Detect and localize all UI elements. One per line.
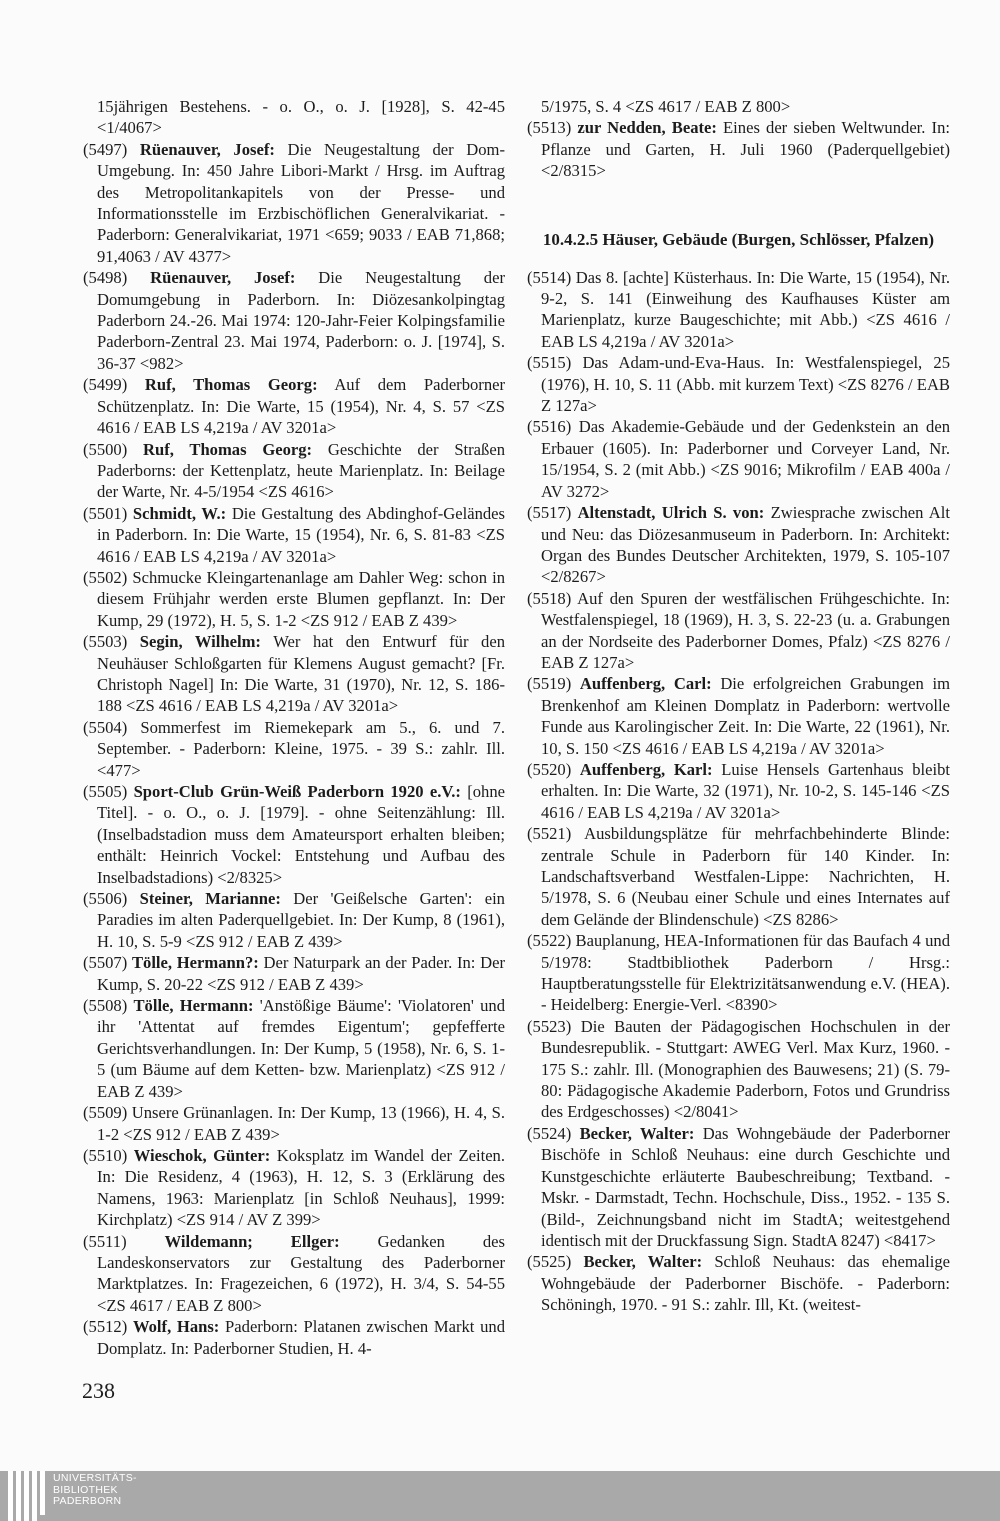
entry-text: Die Gestaltung des Abdinghof-Geländes in Paderborn. In: Die Warte, 15 (1954), Nr. 6, S. 81-83 <ZS 4616 / EAB LS 4,219a / AV 3201a> [97,503,505,566]
entry-author: Tölle, Hermann: [133,996,254,1016]
entry-author: Auffenberg, Karl: [579,759,713,779]
bibliography-entry [527,823,950,930]
entry-number: (5510) [83,1145,128,1165]
bibliography-entry [527,1016,950,1123]
right-column-entries [527,267,950,1316]
entry-text: Geschichte der Straßen Paderborns: der Kettenplatz, heute Marienplatz. In: Beilage der Warte, Nr. 4-5/1954 <ZS 4616> [97,439,506,502]
entry-text: Die Neugestaltung der Domumgebung in Paderborn. In: Diözesankolpingtag Paderborn 24.-26. Mai 1974: 120-Jahr-Feier Kolpingsfamilie Paderborn-Zentral 23. Mai 1974, Paderborn: o. J. [1974], S. 36-37 <982> [97,268,505,373]
entry-number: (5500) [83,439,128,459]
library-logo-icon [6,1471,46,1521]
bibliography-entry [527,1123,950,1251]
entry-text: Schloß Neuhaus: das ehemalige Wohngebäude der Paderborner Bischöfe. - Paderborn: Schöningh, 1970. - 91 S.: zahlr. Ill, Kt. (weitest- [541,1252,950,1315]
logo-line: PADERBORN [53,1495,122,1507]
bibliography-entry [83,139,505,267]
entry-number: (5512) [83,1317,128,1337]
bibliography-entry [83,374,505,438]
entry-text: Auf den Spuren der westfälischen Frühgeschichte. In: Westfalenspiegel, 18 (1969), H. 3, S. 22-23 (u. a. Grabungen an der Nordseite des Paderborner Domes, Pfalz) <ZS 8276 / EAB Z 127a> [541,588,951,672]
entry-number: (5501) [83,503,128,523]
entry-number: (5513) [527,118,572,138]
entry-number: (5511) [83,1231,127,1251]
entry-number: (5508) [83,996,128,1016]
bibliography-entry [83,952,505,995]
entry-text: 'Anstößige Bäume': 'Violatoren' und ihr 'Attentat auf fremdes Eigentum'; gepfefferte Gerichtsverhandlungen. In: Der Kump, 5 (1958), Nr. 6, S. 1-5 (um Bäume auf dem Ketten- bzw. Marienplatz) <ZS 912 / EAB Z 439> [97,996,505,1101]
entry-author: Steiner, Marianne: [139,889,281,909]
entry-text: Das 8. [achte] Küsterhaus. In: Die Warte, 15 (1954), Nr. 9-2, S. 141 (Einweihung des Kaufhauses Küster am Marienplatz, kurze Baugeschichte; mit Abb.) <ZS 4616 / EAB LS 4,219a / AV 3201a> [541,267,950,351]
page-number: 238 [82,1378,115,1403]
entry-text: Die Neugestaltung der Dom-Umgebung. In: 450 Jahre Libori-Markt / Hrsg. im Auftrag des Metropolitankapitels von der Presse- und Informationsstelle im Erzbischöflichen Generalvikariat. - Paderborn: Generalvikariat, 1971 <659; 9033 / EAB 71,868; 91,4063 / AV 4377> [97,139,505,266]
entry-number: (5502) [83,567,128,587]
entry-number: (5523) [527,1016,572,1036]
right-column-top [527,96,950,182]
entry-text: Die erfolgreichen Grabungen im Brenkenhof am Kleinen Domplatz in Paderborn: wertvolle Funde aus Karolingischer Zeit. In: Die Warte, 22 (1961), Nr. 10, S. 150 <ZS 4616 / EAB LS 4,219a / AV 3201a> [541,674,950,758]
entry-text: Das Adam-und-Eva-Haus. In: Westfalenspiegel, 25 (1976), H. 10, S. 11 (Abb. mit kurzem Text) <ZS 8276 / EAB Z 127a> [541,353,950,416]
right-column [527,96,950,1316]
bibliography-entry [83,439,505,503]
entry-author: Sport-Club Grün-Weiß Paderborn 1920 e.V.: [133,782,461,801]
entry-text: 5/1975, S. 4 <ZS 4617 / EAB Z 800> [541,97,791,116]
bibliography-entry [527,930,950,1016]
entry-text: Ausbildungsplätze für mehrfachbehinderte Blinde: zentrale Schule in Paderborn für 140 Kinder. In: Landschaftsverband Westfalen-Lippe: Nachrichten, H. 5/1978, S. 6 (Neubau einer Schule und eines Internates auf dem Gelände der Blindenschule) <ZS 8286> [541,824,951,929]
bibliography-entry [83,1231,505,1317]
entry-text: Zwiesprache zwischen Alt und Neu: das Diözesanmuseum in Paderborn. In: Architekt: Organ des Bundes Deutscher Architekten, 1979, S. 105-107 <2/8267> [541,503,951,587]
entry-author: Segin, Wilhelm: [139,632,261,652]
entry-author: Ruf, Thomas Georg: [144,375,318,395]
entry-number: (5514) [527,267,572,287]
entry-number: (5506) [83,889,128,909]
entry-number: (5516) [527,417,572,437]
entry-number: (5519) [527,674,572,694]
entry-author: Auffenberg, Carl: [579,674,712,694]
bibliography-entry [83,631,505,717]
entry-number: (5517) [527,503,572,523]
entry-author: Ruf, Thomas Georg: [143,439,313,459]
entry-text: Unsere Grünanlagen. In: Der Kump, 13 (1966), H. 4, S. 1-2 <ZS 912 / EAB Z 439> [97,1103,505,1144]
entry-text: [ohne Titel]. - o. O., o. J. [1979]. - ohne Seitenzählung: Ill. (Inselbadstadion muss dem Amateursport erhalten bleiben; enthält: Heinrich Vockel: Entstehung und Aufbau des Inselbadstadions) <2/8325> [97,782,505,887]
entry-number: (5505) [83,782,128,801]
entry-text: Wer hat den Entwurf für den Neuhäuser Schloßgarten für Klemens August gemacht? [Fr. Christoph Nagel] In: Die Warte, 31 (1970), Nr. 12, S. 186-188 <ZS 4616 / EAB LS 4,219a / AV 3201a> [97,632,505,716]
bibliography-entry [83,1316,505,1359]
entry-number: (5524) [527,1123,572,1143]
bibliography-entry [83,567,505,631]
logo-line: UNIVERSITÄTS- [53,1472,137,1484]
bibliography-entry [527,759,950,823]
section-heading: 10.4.2.5 Häuser, Gebäude (Burgen, Schlösser, Pfalzen) [542,229,935,249]
entry-number: (5503) [83,632,128,652]
entry-author: Becker, Walter: [583,1252,703,1272]
bibliography-entry [83,96,505,139]
entry-author: Wolf, Hans: [132,1317,220,1337]
entry-text: Eines der sieben Weltwunder. In: Pflanze und Garten, H. Juli 1960 (Paderquellgebiet) <2/8315> [541,118,950,181]
entry-number: (5498) [83,268,128,288]
entry-number: (5520) [527,759,572,779]
left-column [83,96,505,1359]
bibliography-entry [527,673,950,759]
entry-text: 15jährigen Bestehens. - o. O., o. J. [1928], S. 42-45 <1/4067> [97,97,505,138]
entry-text: Sommerfest im Riemekepark am 5., 6. und 7. September. - Paderborn: Kleine, 1975. - 39 S.: zahlr. Ill. <477> [97,717,505,780]
entry-number: (5521) [527,824,572,844]
bibliography-entry [527,1251,950,1315]
entry-text: Gedanken des Landeskonservators zur Gestaltung des Paderborner Marktplatzes. In: Fragezeichen, 6 (1972), H. 3/4, S. 54-55 <ZS 4617 / EAB Z 800> [97,1231,505,1315]
bibliography-entry [527,416,950,502]
bibliography-entry [527,117,950,181]
bibliography-entry [83,503,505,567]
entry-author: Altenstadt, Ulrich S. von: [577,503,765,523]
bibliography-entry [83,267,505,374]
entry-text: Auf dem Paderborner Schützenplatz. In: Die Warte, 15 (1954), Nr. 4, S. 57 <ZS 4616 / EAB LS 4,219a / AV 3201a> [97,375,506,438]
entry-number: (5525) [527,1252,572,1272]
entry-text: Der Naturpark an der Pader. In: Der Kump, S. 20-22 <ZS 912 / EAB Z 439> [97,953,505,994]
entry-text: Die Bauten der Pädagogischen Hochschulen in der Bundesrepublik. - Stuttgart: AWEG Verl. Max Kurz, 1960. - 175 S.: zahlr. Ill. (Monographien des Bauwesens; 21) (S. 79-80: Pädagogische Akademie Paderborn, Fotos und Grundriss des Erdgeschosses) <2/8041> [541,1016,950,1122]
entry-text: Schmucke Kleingartenanlage am Dahler Weg: schon in diesem Frühjahr werden erste Blumen gepflanzt. In: Der Kump, 29 (1972), H. 5, S. 1-2 <ZS 912 / EAB Z 439> [97,567,505,630]
entry-text: Koksplatz im Wandel der Zeiten. In: Die Residenz, 4 (1963), H. 12, S. 3 (Erklärung des Namens, 1963: Marienplatz [in Schloß Neuhaus], 1999: Kirchplatz) <ZS 914 / AV Z 399> [97,1145,506,1230]
entry-number: (5509) [83,1103,128,1123]
bibliography-entry [83,1102,505,1145]
entry-text: Das Wohngebäude der Paderborner Bischöfe in Schloß Neuhaus: eine durch Geschichte und Kunstgeschichte erläuterte Baubeschreibung; Textband. - Mskr. - Darmstadt, Techn. Hochschule, Diss., 1952. - 135 S. (Bild-, Zeichnungsband nicht im StadtA; weitestgehend identisch mit der Druckfassung Sign. StadtA 8247) <8417> [541,1123,950,1250]
entry-text: Paderborn: Platanen zwischen Markt und Domplatz. In: Paderborner Studien, H. 4- [97,1317,505,1358]
entry-author: Wildemann; Ellger: [164,1231,340,1251]
entry-number: (5507) [83,953,128,973]
entry-author: zur Nedden, Beate: [577,118,717,138]
entry-author: Becker, Walter: [579,1123,695,1143]
bibliography-entry [527,588,950,674]
bibliography-entry [83,995,505,1102]
entry-author: Rüenauver, Josef: [150,268,296,288]
entry-text: Bauplanung, HEA-Informationen für das Baufach 4 und 5/1978: Stadtbibliothek Paderborn / Hrsg.: Hauptberatungsstelle für Elektrizitätsanwendung e.V. (HEA). - Heidelberg: Energie-Verl. <8390> [541,931,950,1015]
entry-number: (5499) [83,375,128,395]
logo-line: BIBLIOTHEK [53,1483,118,1496]
entry-number: (5522) [527,931,572,951]
entry-number: (5504) [83,717,128,737]
bibliography-entry [527,352,950,416]
entry-text: Das Akademie-Gebäude und der Gedenkstein an den Erbauer (1605). In: Paderborner und Corveyer Land, Nr. 15/1954, S. 2 (mit Abb.) <ZS 9016; Mikrofilm / EAB 400a / AV 3272> [541,417,950,501]
entry-number: (5515) [527,353,572,373]
entry-author: Rüenauver, Josef: [139,139,275,159]
bibliography-entry [83,888,505,952]
entry-text: Der 'Geißelsche Garten': ein Paradies im alten Paderquellgebiet. In: Der Kump, 8 (1961), H. 10, S. 5-9 <ZS 912 / EAB Z 439> [97,889,505,951]
bibliography-entry [527,502,950,588]
entry-author: Wieschok, Günter: [133,1145,271,1165]
bibliography-entry [83,1145,505,1231]
entry-text: Luise Hensels Gartenhaus bleibt erhalten. In: Die Warte, 32 (1971), Nr. 10-2, S. 145-146 <ZS 4616 / EAB LS 4,219a / AV 3201a> [541,759,950,822]
entry-author: Schmidt, W.: [132,503,227,523]
library-logo-text [53,1473,137,1508]
footer-bar [0,1471,1000,1521]
entry-author: Tölle, Hermann?: [131,953,259,973]
bibliography-entry [527,96,950,117]
bibliography-entry [83,717,505,781]
entry-number: (5518) [527,588,572,608]
bibliography-entry [83,781,505,888]
bibliography-entry [527,267,950,353]
entry-number: (5497) [83,139,128,159]
